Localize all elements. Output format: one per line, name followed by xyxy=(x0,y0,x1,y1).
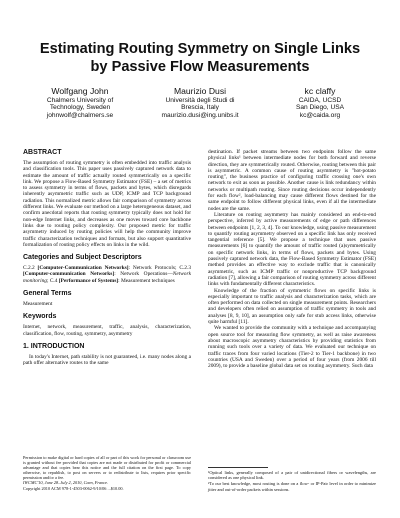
paper-title xyxy=(20,40,380,76)
abstract-heading: ABSTRACT xyxy=(23,149,62,156)
body-paragraph: We wanted to provide the community with a technique and accompanying open source tool for measuring flow symmetry, as well as raise awareness about macroscopic asymmetry characteristics by providing statistics from running such tools over a variety of data. We evaluated our technique on traffic traces from four varied locations (Tier-2 to Tier-1 backbone) in two countries (USA and Sweden) over a period of four years (from 2006 till 2009), to provide a baseline global data set on routing asymmetry. Such data xyxy=(208,325,376,370)
copyright-text: Permission to make digital or hard copies of all or part of this work for personal or classroom use is granted without fee provided that copies are not made or distributed for profit or commercial advantage and that copies bear this notice and the full citation on the first page. To copy otherwise, to republish, to post on servers or to redistribute to lists, requires prior specific permission and/or a fee. xyxy=(23,455,191,481)
footnote: ¹Optical links, generally composed of a pair of unidirectional fibers or wavelengths, are considered as one physical link. xyxy=(208,470,376,481)
author-affiliation: Brescia, Italy xyxy=(181,104,219,112)
general-terms-text: Measurement xyxy=(23,301,53,308)
author-name: Maurizio Dusi xyxy=(173,86,227,96)
author-affiliation: Università degli Studi di xyxy=(165,96,235,104)
category-sep: ; xyxy=(46,277,50,284)
introduction-heading: 1. INTRODUCTION xyxy=(23,342,85,350)
author-1 xyxy=(20,86,140,119)
keywords-text: Internet, network, measurement, traffic, analysis, characterization, classification, flow, routing, symmetry, asymmetry xyxy=(23,324,191,337)
category-id: C.2.3 xyxy=(179,265,192,272)
category-rest: : Network Protocols; xyxy=(128,265,180,272)
abstract-text: The assumption of routing symmetry is often embedded into traffic analysis and classification tools. This paper uses passively captured network data to estimate the amount of traffic actually routed symmetrically on a specific link. We propose a Flow-Based Symmetry Estimator (FSE) – a set of metrics to assess symmetry in terms of flows, packets and bytes, which disregards inherently asymmetric traffic such as UDP, ICMP and TCP background radiation. This normalized metric allows fair comparison of symmetry across different links. We evaluate our method on a large heterogeneous dataset, and confirm anecdotal reports that routing symmetry typically does not hold for non-edge Internet links, and decreases as one moves toward core backbone links due to routing policy complexity. Our proposed metric for traffic asymmetry induced by routing policies will help the community improve traffic characterization techniques and formats, but also support quantitative formalization of routing policy effects on links in the wild. xyxy=(23,160,191,248)
category-bold: [Computer-communication Networks] xyxy=(23,271,115,278)
author-2 xyxy=(140,86,260,119)
body-paragraph: Literature on routing asymmetry has mainly considered an end-to-end perspective, inferred by active measurements of edge or path differences between endpoints [1, 2, 3, 4]. To our knowledge, using passive measurement to quantify routing asymmetry observed on a specific link has only received tangential reference [5]. We propose a technique that uses passive measurements [6] to quantify the amount of traffic routed (a)symmetrically on specific network links, in terms of flows, packets and bytes. Using passively captured network data, the Flow-Based Symmetry Estimator (FSE) method provides an effective way to exclude traffic that is canonically asymmetric, such as ICMP traffic or nonproductive TCP background radiation [7], allowing a fair comparison of routing symmetry across different links with fundamentally different characteristics. xyxy=(208,211,376,288)
author-name: Wolfgang John xyxy=(51,86,109,96)
body-paragraph: Knowledge of the fraction of symmetric flows on specific links is especially important to traffic analysis and characterization tasks, which are often performed on data collected on single measurement points. Researchers and developers often relied on assumption of traffic symmetry in tools and analyses [8, 9, 10], an assumption only safe for stub access links, otherwise quite harmful [11]. xyxy=(208,287,376,326)
category-id: C.2.2 xyxy=(23,265,35,272)
title-line-1: Estimating Routing Symmetry on Single Links xyxy=(39,41,361,57)
copyright-line: Copyright 2010 ACM 978-1-4503-0062-9/10/06 ...$10.00. xyxy=(23,485,124,491)
copyright-venue: IWCMC'10, June 28–July 2, 2010, Caen, France. xyxy=(23,480,109,486)
author-affiliation: Chalmers University of xyxy=(46,96,114,104)
author-email: maurizio.dusi@ing.unibs.it xyxy=(161,111,239,119)
body-paragraph: destination. If packet streams between two endpoints follow the same physical links¹ between intermediate nodes for both forward and reverse direction, they are symmetrically routed. Otherwise, routing between this pair is asymmetric. A common cause of routing asymmetry is "hot-potato routing", the business practice of configuring traffic crossing one's own network to exit as soon as possible. Another cause is link redundancy within networks or multipath routing. Since routing decisions occur independently for each flow², load-balancing may cause different flows destined for the same endpoint to follow different physical links, even if all the intermediate nodes are the same. xyxy=(208,149,376,212)
author-block xyxy=(20,86,380,119)
category-bold: [Performance of Systems] xyxy=(58,277,119,284)
author-3 xyxy=(260,86,380,119)
author-email: johnwolf@chalmers.se xyxy=(46,111,114,119)
introduction-text: In today's Internet, path stability is not guaranteed, i.e. many nodes along a path offer alternative routes to the same xyxy=(23,353,191,367)
title-line-2: by Passive Flow Measurements xyxy=(90,59,310,75)
copyright-notice xyxy=(23,455,191,491)
right-column xyxy=(208,149,376,369)
author-email: kc@caida.org xyxy=(299,111,341,119)
category-bold: [Computer-Communication Networks] xyxy=(37,265,129,272)
author-affiliation: Technology, Sweden xyxy=(49,104,111,112)
author-name: kc claffy xyxy=(304,86,336,96)
categories-heading: Categories and Subject Descriptors xyxy=(23,254,142,262)
footnotes xyxy=(208,470,376,493)
author-affiliation: CAIDA, UCSD xyxy=(298,96,342,104)
category-rest: : Measurement techniques xyxy=(118,277,175,284)
footnote-rule xyxy=(208,467,268,468)
left-column xyxy=(23,149,191,367)
general-terms-heading: General Terms xyxy=(23,290,72,298)
category-rest: : Network Operations— xyxy=(114,271,173,278)
author-affiliation: San Diego, USA xyxy=(295,104,344,112)
keywords-heading: Keywords xyxy=(23,313,57,321)
footnote: ²To our best knowledge, most routing is done on a flow- or IP-Pair level in order to minimize jitter and out-of-order packets within sessions. xyxy=(208,481,376,492)
categories-text xyxy=(23,265,191,284)
category-id: C.4 xyxy=(49,277,58,284)
category-italic: Network monitoring xyxy=(23,271,191,284)
